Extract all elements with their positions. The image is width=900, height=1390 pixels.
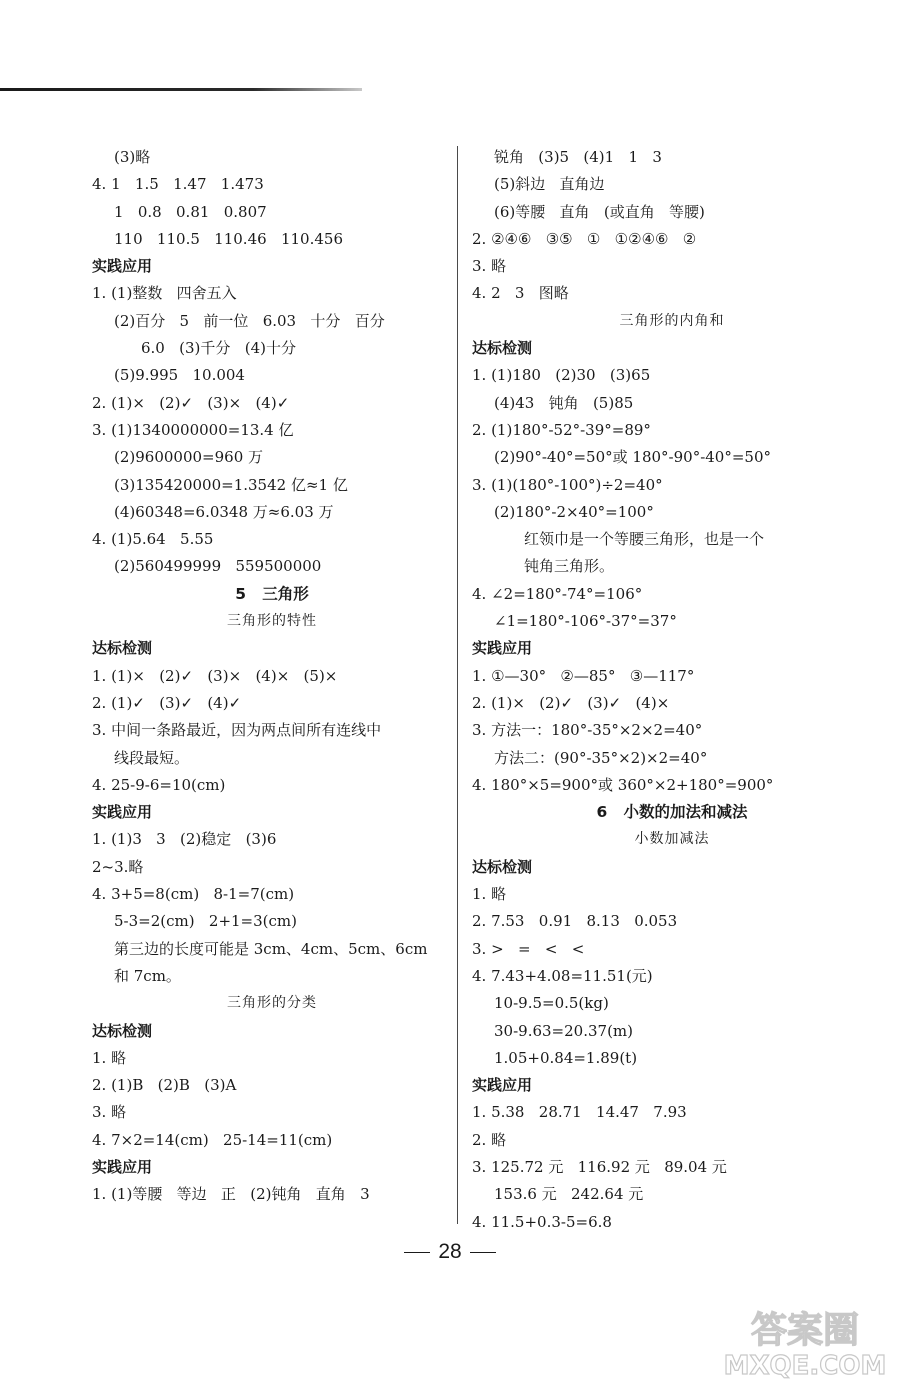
answer-line: 110 110.5 110.46 110.456: [114, 229, 343, 248]
answer-line: 3. 中间一条路最近，因为两点间所有连线中: [92, 721, 382, 740]
answer-line: 1. 略: [472, 885, 507, 904]
answer-line: 2. (1)B (2)B (3)A: [92, 1076, 237, 1095]
answer-line: (4)60348=6.0348 万≈6.03 万: [114, 502, 334, 521]
answer-line: 1. 5.38 28.71 14.47 7.93: [472, 1103, 687, 1122]
column-divider: [457, 146, 458, 1224]
answer-line: 1. ①—30° ②—85° ③—117°: [472, 666, 695, 685]
answer-line: 1. 略: [92, 1048, 127, 1067]
svg-text:MXQE.COM: MXQE.COM: [723, 1351, 887, 1380]
answer-line: 红领巾是一个等腰三角形，也是一个: [524, 530, 765, 549]
answer-line: 4. 180°×5=900°或 360°×2+180°=900°: [472, 775, 774, 794]
answer-line: 1 0.8 0.81 0.807: [114, 202, 267, 221]
answer-line: 5-3=2(cm) 2+1=3(cm): [114, 912, 297, 931]
answer-line: 第三边的长度可能是 3cm、4cm、5cm、6cm: [114, 939, 428, 958]
answer-line: 2. ②④⑥ ③⑤ ① ①②④⑥ ②: [472, 229, 697, 248]
answer-line: 3. (1)(180°-100°)÷2=40°: [472, 475, 663, 494]
answer-line: 2. 7.53 0.91 8.13 0.053: [472, 912, 678, 931]
answer-line: 1. (1)等腰 等边 正 (2)钝角 直角 3: [92, 1185, 370, 1204]
answer-line: 4. ∠2=180°-74°=106°: [472, 584, 643, 603]
answer-line: 2~3.略: [92, 857, 144, 876]
answer-line: (2)90°-40°=50°或 180°-90°-40°=50°: [494, 448, 772, 467]
answer-line: 153.6 元 242.64 元: [494, 1185, 644, 1204]
answer-line: 3. (1)1340000000=13.4 亿: [92, 420, 294, 439]
answer-line: 和 7cm。: [114, 966, 181, 985]
right-column: [472, 144, 872, 1236]
chapter-title: 5 三角形: [235, 584, 309, 603]
subsection-title: 三角形的内角和: [619, 312, 725, 329]
answer-line: (2)560499999 559500000: [114, 557, 322, 576]
answer-line: 3. 125.72 元 116.92 元 89.04 元: [472, 1157, 727, 1176]
subsection-title: 小数加减法: [634, 831, 710, 848]
answer-line: (2)百分 5 前一位 6.03 十分 百分: [114, 311, 385, 330]
answer-line: 1. (1)整数 四舍五入: [92, 284, 237, 303]
section-heading: 达标检测: [92, 639, 153, 658]
answer-line: (4)43 钝角 (5)85: [494, 393, 634, 412]
answer-line: 4. 7×2=14(cm) 25-14=11(cm): [92, 1130, 333, 1149]
section-heading: 达标检测: [472, 857, 533, 876]
answer-line: 线段最短。: [114, 748, 190, 767]
answer-line: ∠1=180°-106°-37°=37°: [494, 612, 677, 631]
answer-line: (3)135420000=1.3542 亿≈1 亿: [114, 475, 348, 494]
section-heading: 达标检测: [92, 1021, 153, 1040]
answer-line: 4. 25-9-6=10(cm): [92, 775, 226, 794]
answer-line: (6)等腰 直角 (或直角 等腰): [494, 202, 705, 221]
svg-text:答案圈: 答案圈: [750, 1310, 860, 1351]
answer-line: (5)斜边 直角边: [494, 175, 605, 194]
page-number: [0, 1240, 900, 1264]
page-dash-left: [404, 1252, 430, 1254]
answer-line: 1. (1)× (2)✓ (3)× (4)× (5)×: [92, 666, 338, 685]
answer-line: 4. 1 1.5 1.47 1.473: [92, 175, 264, 194]
section-heading: 实践应用: [92, 257, 153, 276]
answer-line: 30-9.63=20.37(m): [494, 1021, 633, 1040]
chapter-title: 6 小数的加法和减法: [596, 803, 748, 822]
answer-line: 3. 方法一：180°-35°×2×2=40°: [472, 721, 703, 740]
section-heading: 实践应用: [472, 639, 533, 658]
answer-line: 1.05+0.84=1.89(t): [494, 1048, 638, 1067]
answer-line: 4. 3+5=8(cm) 8-1=7(cm): [92, 885, 295, 904]
page-dash-right: [470, 1252, 496, 1254]
answer-line: 6.0 (3)千分 (4)十分: [141, 339, 296, 358]
answer-line: 锐角 (3)5 (4)1 1 3: [494, 148, 662, 166]
answer-line: (3)略: [114, 148, 151, 166]
answer-line: 4. (1)5.64 5.55: [92, 530, 214, 549]
answer-line: 3. 略: [472, 257, 507, 276]
subsection-title: 三角形的分类: [227, 995, 317, 1012]
left-column: [92, 144, 452, 1209]
section-heading: 实践应用: [92, 803, 153, 822]
answer-line: 4. 7.43+4.08=11.51(元): [472, 966, 653, 985]
answer-line: 4. 2 3 图略: [472, 284, 569, 303]
answer-line: 2. (1)× (2)✓ (3)✓ (4)×: [472, 693, 670, 712]
answer-line: 4. 11.5+0.3-5=6.8: [472, 1212, 612, 1231]
watermark-logo: [720, 1300, 890, 1380]
top-rule: [0, 88, 362, 91]
answer-line: 1. (1)180 (2)30 (3)65: [472, 366, 651, 385]
answer-line: 2. (1)180°-52°-39°=89°: [472, 420, 651, 439]
subsection-title: 三角形的特性: [227, 613, 317, 630]
answer-line: 方法二：(90°-35°×2)×2=40°: [494, 748, 708, 767]
answer-line: (2)9600000=960 万: [114, 448, 264, 467]
answer-line: 钝角三角形。: [524, 557, 615, 576]
answer-line: 2. (1)✓ (3)✓ (4)✓: [92, 693, 242, 712]
section-heading: 实践应用: [472, 1076, 533, 1095]
answer-line: 2. (1)× (2)✓ (3)× (4)✓: [92, 393, 290, 412]
answer-line: 1. (1)3 3 (2)稳定 (3)6: [92, 830, 277, 849]
section-heading: 达标检测: [472, 339, 533, 358]
answer-line: 3. 略: [92, 1103, 127, 1122]
answer-line: 2. 略: [472, 1130, 507, 1149]
answer-line: 10-9.5=0.5(kg): [494, 994, 609, 1013]
page-number-text: 28: [438, 1240, 462, 1263]
section-heading: 实践应用: [92, 1157, 153, 1176]
answer-line: (5)9.995 10.004: [114, 366, 245, 385]
answer-line: (2)180°-2×40°=100°: [494, 502, 654, 521]
answer-line: 3. > = < <: [472, 939, 585, 958]
